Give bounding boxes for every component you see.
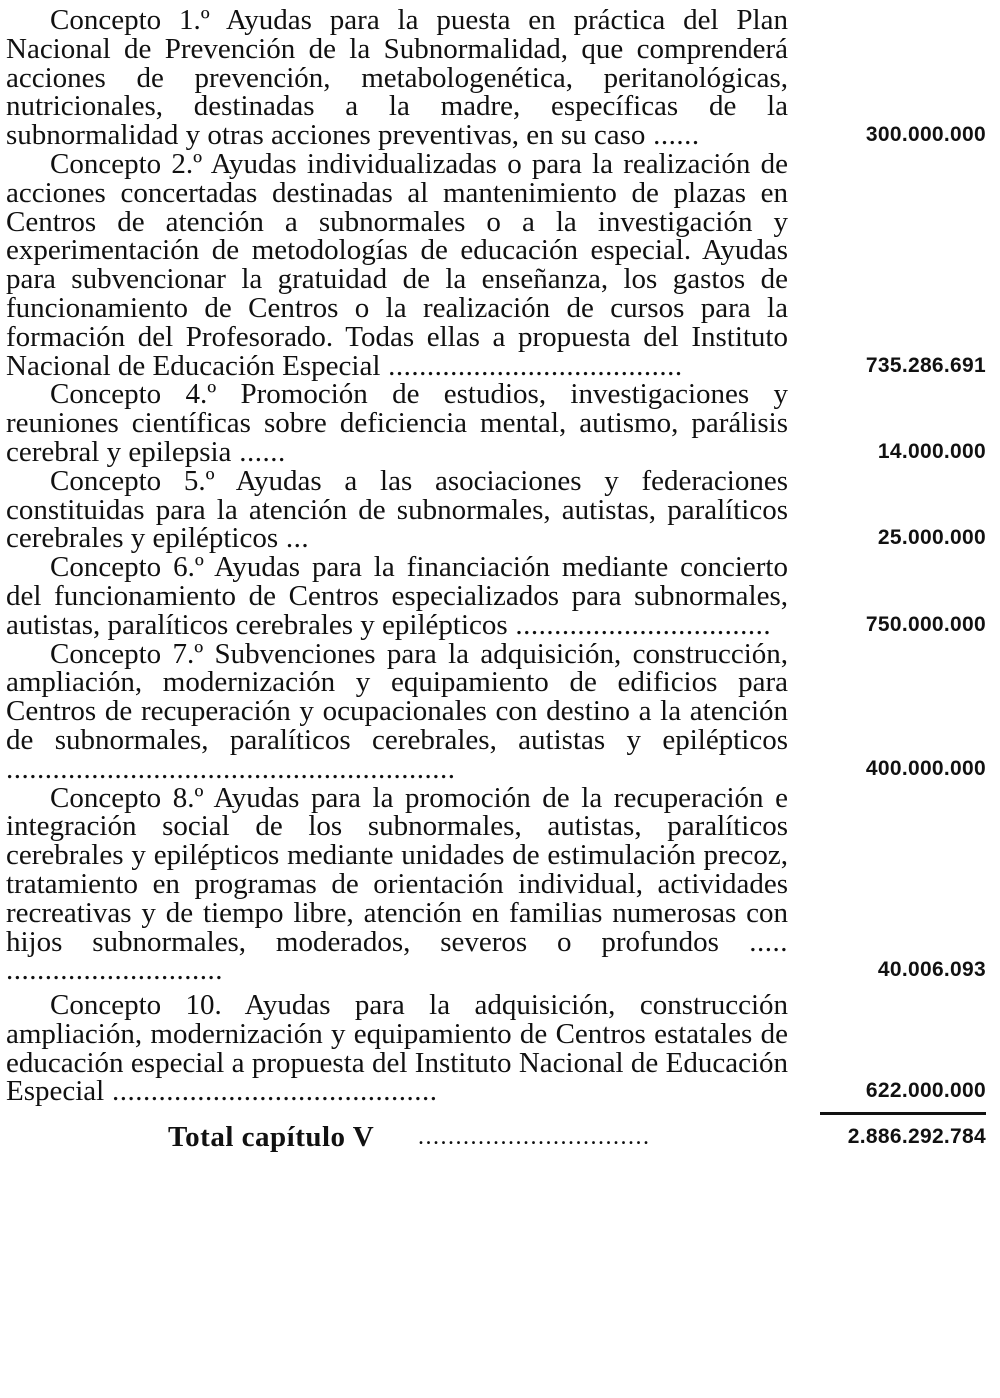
budget-concept-entry (6, 380, 994, 466)
budget-concept-entry (6, 781, 994, 987)
leader-dots: ..... ............................ (6, 925, 788, 987)
concept-amount: 40.006.093 (877, 958, 986, 982)
concept-description (6, 553, 788, 639)
concept-amount: 300.000.000 (865, 123, 986, 147)
concept-amount: 14.000.000 (877, 439, 986, 463)
concept-amount: 735.286.691 (865, 353, 986, 377)
concept-description (6, 464, 788, 555)
concept-description (6, 380, 788, 466)
leader-dots: .......................................... (104, 1075, 438, 1108)
total-amount: 2.886.292.784 (847, 1125, 986, 1149)
concept-text: Concepto 4.º Promoción de estudios, investigaciones y reuniones científicas sobre deficiencia mental, autismo, parálisis cerebral y epilepsia (6, 378, 788, 468)
concept-text: Concepto 6.º Ayudas para la financiación mediante concierto del funcionamiento de Centros especializados para subnormales, autistas, paralíticos cerebrales y epilépticos (6, 551, 788, 641)
concept-description (6, 637, 788, 785)
concept-description (6, 781, 788, 987)
concept-description (6, 6, 788, 150)
leader-dots: ................................. (507, 608, 772, 641)
concept-text: Concepto 10. Ayudas para la adquisición, construcción ampliación, modernización y equipamiento de Centros estatales de educación especial a propuesta del Instituto Nacional de Educación Especial (6, 989, 788, 1108)
budget-concept-entry (6, 991, 994, 1106)
leader-dots: ...... (231, 435, 286, 468)
concept-text: Concepto 5.º Ayudas a las asociaciones y federaciones constituidas para la atención de subnormales, autistas, paralíticos cerebrales y epilépticos (6, 464, 788, 555)
leader-dots: .......................................................... (6, 752, 456, 785)
budget-concept-entry (6, 637, 994, 785)
budget-concept-entry (6, 553, 994, 639)
concept-text: Concepto 1.º Ayudas para la puesta en práctica del Plan Nacional de Prevención de la Subnormalidad, que comprenderá acciones de prevención, metabologenética, peritanológicas, nutricionales, destinadas a la madre, específicas de la subnormalidad y otras acciones preventivas, en su caso (6, 4, 788, 152)
concept-amount: 400.000.000 (865, 756, 986, 780)
total-rule (820, 1112, 986, 1115)
total-row (6, 1122, 994, 1152)
concept-text: Concepto 7.º Subvenciones para la adquisición, construcción, ampliación, modernización y equipamiento de edificios para Centros de recuperación y ocupacionales con destino a la atención de subnormales, paralíticos cerebrales, autistas y epilépticos (6, 637, 788, 756)
leader-dots: ...................................... (380, 349, 683, 382)
leader-dots: ...... (645, 119, 700, 152)
concept-description (6, 147, 788, 382)
budget-document (6, 6, 994, 1152)
concept-amount: 25.000.000 (877, 526, 986, 550)
leader-dots: ... (278, 522, 310, 555)
concept-amount: 622.000.000 (865, 1079, 986, 1103)
concept-text: Concepto 8.º Ayudas para la promoción de la recuperación e integración social de los subnormales, autistas, paralíticos cerebrales y epilépticos mediante unidades de estimulación precoz, tratamiento en programas de orientación individual, actividades recreativas y de tiempo libre, atención en familias numerosas con hijos subnormales, moderados, severos o profundos (6, 781, 788, 958)
budget-concept-entry (6, 464, 994, 555)
budget-concept-entry (6, 147, 994, 382)
total-label: Total capítulo V (168, 1121, 375, 1154)
concept-text: Concepto 2.º Ayudas individualizadas o para la realización de acciones concertadas destinadas al mantenimiento de plazas en Centros de atención a subnormales o a la investigación y experimentación de metodologías de educación especial. Ayudas para subvencionar la gratuidad de la enseñanza, los gastos de funcionamiento de Centros o la realización de cursos para la formación del Profesorado. Todas ellas a propuesta del Instituto Nacional de Educación Especial (6, 147, 788, 382)
total-leader-dots: ............................... (418, 1124, 651, 1151)
budget-concept-entry (6, 6, 994, 150)
concept-amount: 750.000.000 (865, 612, 986, 636)
concept-description (6, 991, 788, 1106)
budget-concept-list (6, 6, 994, 1106)
